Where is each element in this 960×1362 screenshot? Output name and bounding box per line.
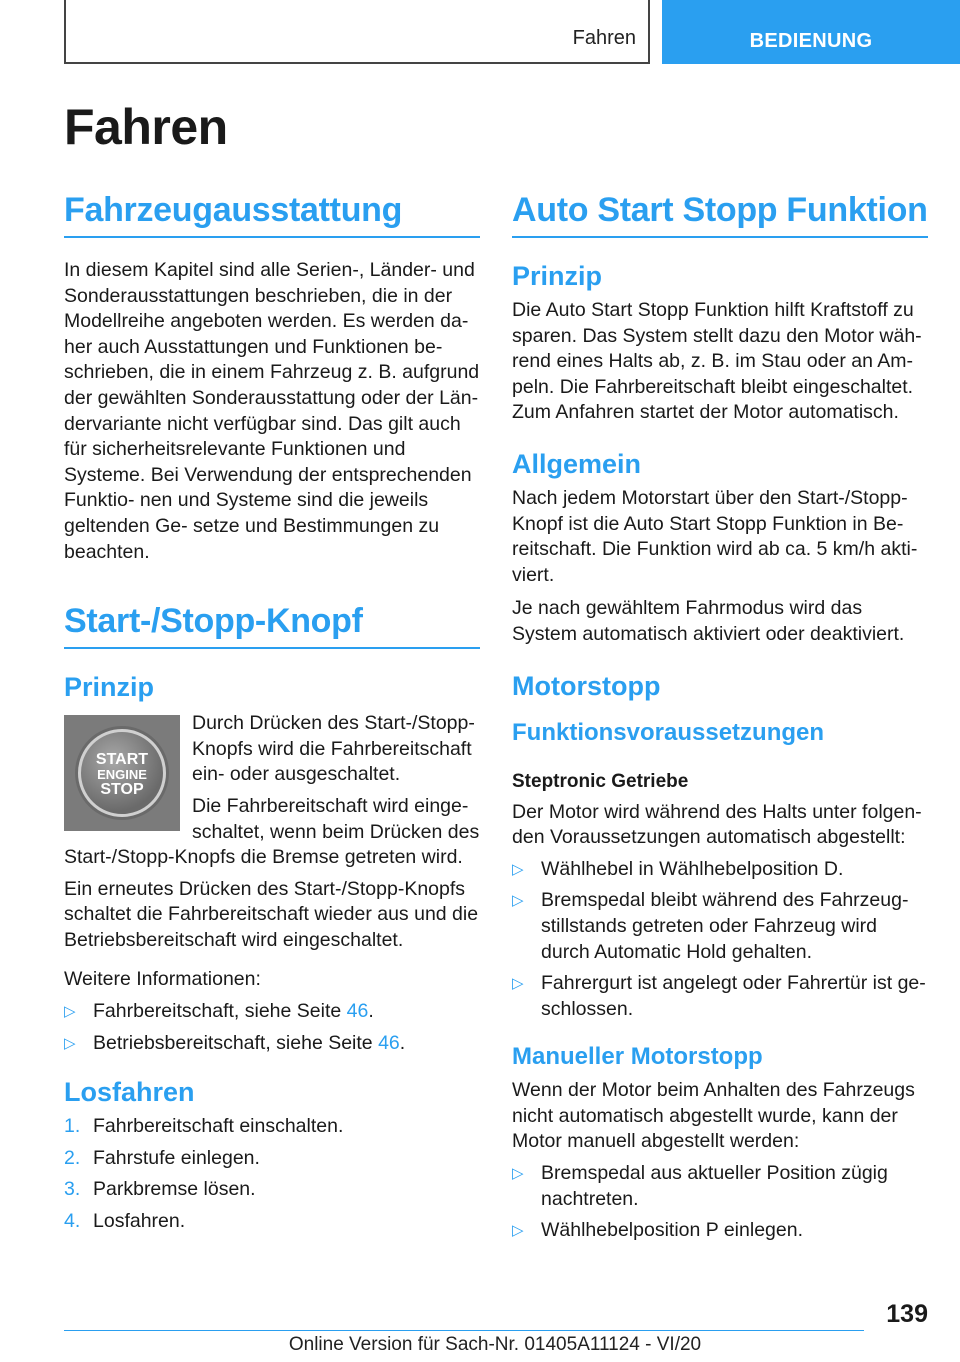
paragraph-allgemein-2: Je nach gewähltem Fahrmodus wird das System automatisch aktiviert oder deaktiviert. <box>512 597 905 645</box>
heading-start-stopp-knopf: Start-/Stopp-Knopf <box>64 601 480 649</box>
triangle-bullet-icon: ▷ <box>512 1165 524 1183</box>
paragraph-prinzip-right: Die Auto Start Stopp Funktion hilft Kraftstoff zu sparen. Das System stellt dazu den Motor wäh‐ rend eines Halts ab, z. B. im Stau oder an Am‐ peln. Die Fahrbereitschaft bleibt eingeschaltet. Zum Anfahren startet der Motor automatisch. <box>512 299 922 424</box>
header-section-box <box>64 0 650 64</box>
triangle-bullet-icon: ▷ <box>64 1003 76 1021</box>
triangle-bullet-icon: ▷ <box>512 860 524 878</box>
footer-divider <box>64 1330 864 1331</box>
heading-auto-start-stopp: Auto Start Stopp Funktion <box>512 190 928 238</box>
list-item: ▷ Bremspedal bleibt während des Fahrzeug‐ stillstands getreten oder Fahrzeug wird durch Automatic Hold gehalten. <box>512 889 909 963</box>
button-label-stop: STOP <box>100 781 144 799</box>
left-column <box>64 190 480 1235</box>
heading-fahrzeugausstattung: Fahrzeugausstattung <box>64 190 480 238</box>
paragraph-allgemein-1: Nach jedem Motorstart über den Start-/Stopp-Knopf ist die Auto Start Stopp Funktion in Be‐ reitschaft. Die Funktion wird ab ca. 5 km/h akti‐ viert. <box>512 486 918 586</box>
page-link[interactable]: 46 <box>346 1000 369 1023</box>
heading-allgemein: Allgemein <box>512 448 642 479</box>
triangle-bullet-icon: ▷ <box>512 1222 524 1240</box>
manual-steps-list <box>512 1161 928 1244</box>
list-item: ▷ Wählhebelposition P einlegen. <box>512 1218 928 1244</box>
list-item: 1. Fahrbereitschaft einschalten. <box>64 1115 344 1138</box>
list-item: 3. Parkbremse lösen. <box>64 1178 256 1201</box>
heading-manueller-motorstopp: Manueller Motorstopp <box>512 1043 763 1071</box>
reference-list <box>64 999 480 1056</box>
header-chapter-label: BEDIENUNG <box>749 30 873 52</box>
heading-prinzip-right: Prinzip <box>512 261 603 291</box>
paragraph-steptronic: Der Motor wird während des Halts unter folgen‐ den Voraussetzungen automatisch abgestellt: <box>512 800 922 849</box>
prinzip-block <box>64 711 480 871</box>
button-label-start: START <box>95 751 149 769</box>
paragraph-prinzip-2: Die Fahrbereitschaft wird einge‐ schaltet, wenn beim Drücken des Start-/Stopp-Knopfs die Bremse getreten wird. <box>64 794 480 869</box>
triangle-bullet-icon: ▷ <box>512 892 524 910</box>
paragraph-manuell: Wenn der Motor beim Anhalten des Fahrzeugs nicht automatisch abgestellt wurde, kann der Motor manuell abgestellt werden: <box>512 1079 915 1153</box>
page-number: 139 <box>886 1300 928 1328</box>
triangle-bullet-icon: ▷ <box>512 975 524 993</box>
reference-item: ▷ Fahrbereitschaft, siehe Seite 46. <box>64 999 480 1025</box>
header-section-label: Fahren <box>572 27 636 49</box>
paragraph-weitere-informationen: Weitere Informationen: <box>64 968 261 991</box>
right-column <box>512 190 928 1244</box>
heading-prinzip-left: Prinzip <box>64 672 155 703</box>
header-chapter-tab <box>662 0 960 64</box>
list-item: ▷ Fahrergurt ist angelegt oder Fahrertür ist ge‐ schlossen. <box>512 972 926 1020</box>
page-title: Fahren <box>64 99 228 155</box>
list-item: 4. Losfahren. <box>64 1210 186 1233</box>
footer-text: Online Version für Sach-Nr. 01405A11124 - VI/20 <box>288 1334 702 1355</box>
paragraph-ausstattung: In diesem Kapitel sind alle Serien-, Länder- und Sonderausstattungen beschrieben, die in der Modellreihe angeboten werden. Es werden da‐ her auch Ausstattungen und Funktionen be‐ schrieben, die in einem Fahrzeug z. B. aufgrund der gewählten Sonderausstattung oder der Län‐ dervariante nicht verfügbar sind. Das gilt auch für sicherheitsrelevante Funktionen und Systeme. Bei Verwendung der entsprechenden Funktio‐ nen und Systeme sind die jeweils geltenden Ge‐ setze und Bestimmungen zu beachten. <box>64 259 480 563</box>
heading-steptronic: Steptronic Getriebe <box>512 770 689 792</box>
start-stop-button-icon <box>78 729 166 817</box>
reference-item: ▷ Betriebsbereitschaft, siehe Seite 46. <box>64 1031 480 1057</box>
paragraph-prinzip-1: Durch Drücken des Start-/Stopp-Knopfs wird die Fahrbereitschaft ein- oder ausgeschaltet. <box>192 712 475 786</box>
heading-funktionsvoraussetzungen: Funktionsvoraussetzungen <box>512 718 825 746</box>
page-link[interactable]: 46 <box>378 1031 400 1054</box>
list-item: ▷ Bremspedal aus aktueller Position zügig nachtreten. <box>512 1162 888 1210</box>
button-label-engine: ENGINE <box>97 767 147 783</box>
heading-motorstopp: Motorstopp <box>512 670 661 701</box>
list-item: ▷ Wählhebel in Wählhebelposition D. <box>512 857 928 883</box>
list-item: 2. Fahrstufe einlegen. <box>64 1146 260 1169</box>
paragraph-prinzip-3: Ein erneutes Drücken des Start-/Stopp-Knopfs schaltet die Fahrbereitschaft wieder aus und die Betriebsbereitschaft wird eingeschaltet. <box>64 877 479 951</box>
losfahren-steps <box>64 1114 480 1234</box>
start-stop-button-image <box>64 715 180 831</box>
triangle-bullet-icon: ▷ <box>64 1034 76 1052</box>
heading-losfahren: Losfahren <box>64 1077 195 1108</box>
conditions-list <box>512 857 928 1023</box>
